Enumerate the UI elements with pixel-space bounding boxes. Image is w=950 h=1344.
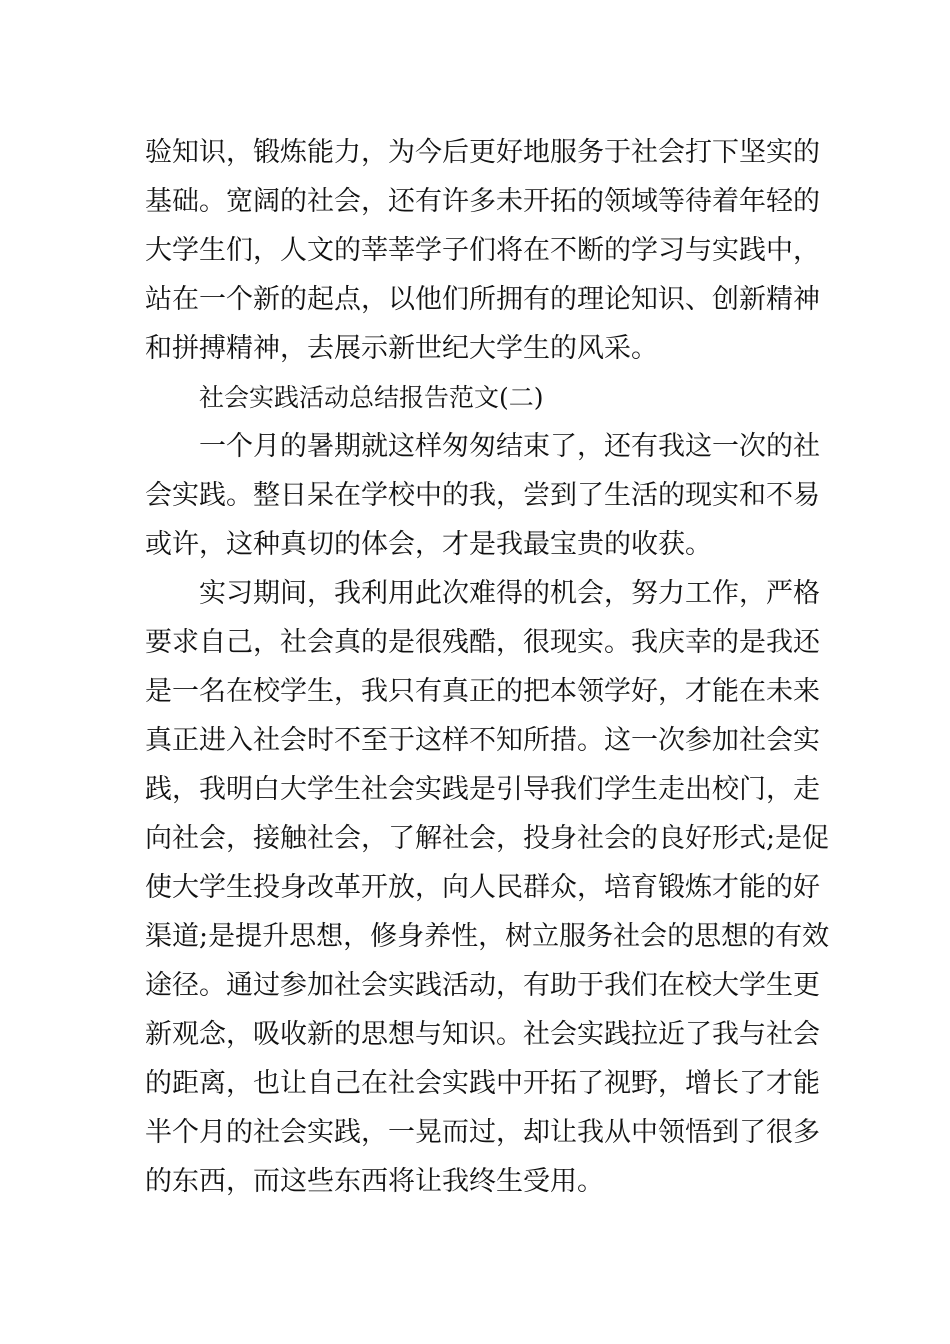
paragraph-3-line: 半个月的社会实践，一晃而过，却让我从中领悟到了很多 <box>145 1117 820 1148</box>
paragraph-1-line: 基础。宽阔的社会，还有许多未开拓的领域等待着年轻的 <box>145 186 820 217</box>
paragraph-3-line: 的距离，也让自己在社会实践中开拓了视野，增长了才能 <box>145 1068 820 1099</box>
paragraph-3-line: 向社会，接触社会，了解社会，投身社会的良好形式;是促 <box>145 823 830 854</box>
document-body <box>145 128 830 1206</box>
paragraph-2-line: 或许，这种真切的体会，才是我最宝贵的收获。 <box>145 529 712 560</box>
paragraph-3-line: 的东西，而这些东西将让我终生受用。 <box>145 1166 604 1197</box>
paragraph-3-line: 是一名在校学生，我只有真正的把本领学好，才能在未来 <box>145 676 820 707</box>
paragraph-1-line: 大学生们，人文的莘莘学子们将在不断的学习与实践中， <box>145 235 820 266</box>
paragraph-3-line: 渠道;是提升思想，修身养性，树立服务社会的思想的有效 <box>145 921 830 952</box>
paragraph-3-line: 途径。通过参加社会实践活动，有助于我们在校大学生更 <box>145 970 820 1001</box>
paragraph-3-line: 真正进入社会时不至于这样不知所措。这一次参加社会实 <box>145 725 820 756</box>
paragraph-1-line: 站在一个新的起点，以他们所拥有的理论知识、创新精神 <box>145 284 820 315</box>
paragraph-2-line: 会实践。整日呆在学校中的我，尝到了生活的现实和不易 <box>145 480 820 511</box>
section-heading: 社会实践活动总结报告范文(二) <box>199 383 544 412</box>
paragraph-3 <box>145 569 830 1206</box>
paragraph-3-line: 新观念，吸收新的思想与知识。社会实践拉近了我与社会 <box>145 1019 820 1050</box>
paragraph-1-line: 和拼搏精神，去展示新世纪大学生的风采。 <box>145 333 658 364</box>
paragraph-3-line: 实习期间，我利用此次难得的机会，努力工作，严格 <box>199 578 820 609</box>
paragraph-1 <box>145 128 820 373</box>
paragraph-2-line: 一个月的暑期就这样匆匆结束了，还有我这一次的社 <box>199 431 820 462</box>
paragraph-2 <box>145 422 820 569</box>
paragraph-3-line: 使大学生投身改革开放，向人民群众，培育锻炼才能的好 <box>145 872 820 903</box>
paragraph-1-line: 验知识，锻炼能力，为今后更好地服务于社会打下坚实的 <box>145 137 820 168</box>
paragraph-3-line: 要求自己，社会真的是很残酷，很现实。我庆幸的是我还 <box>145 627 820 658</box>
paragraph-3-line: 践，我明白大学生社会实践是引导我们学生走出校门，走 <box>145 774 820 805</box>
